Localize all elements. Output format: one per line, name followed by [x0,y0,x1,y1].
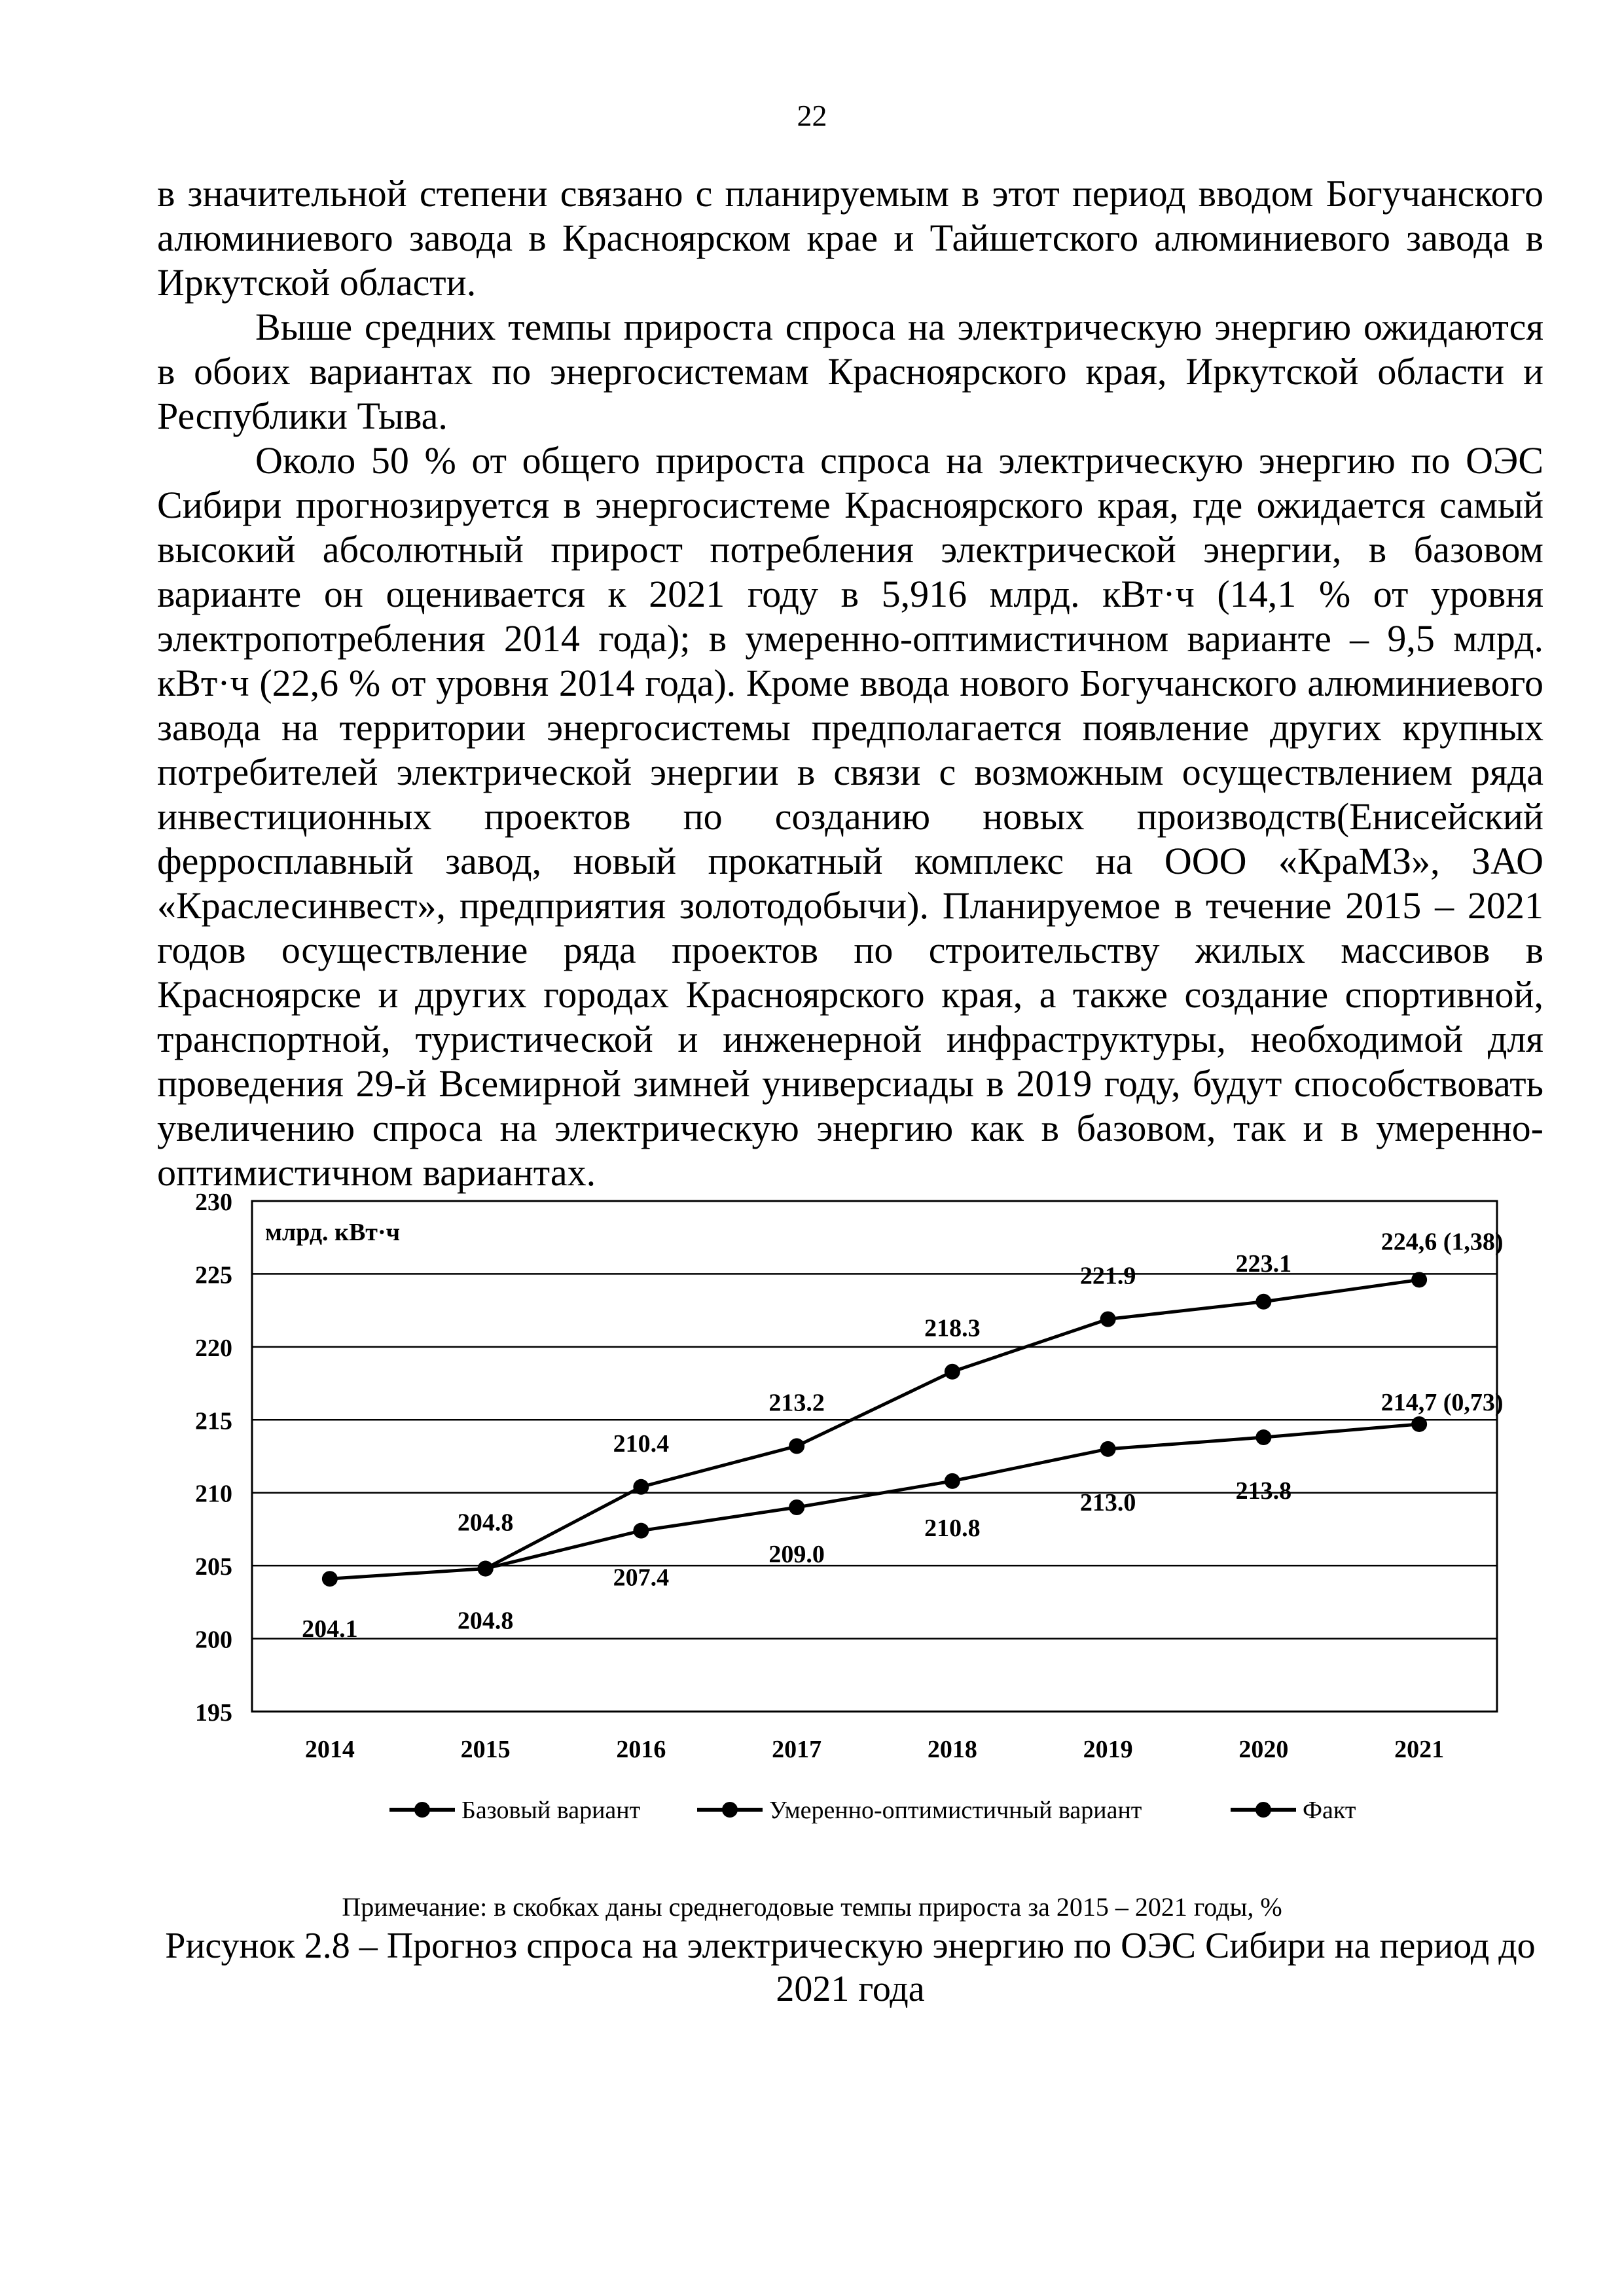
data-point [322,1571,338,1587]
data-point [1255,1294,1271,1310]
data-point [945,1473,960,1489]
data-label: 214,7 (0,73) [1380,1388,1504,1416]
data-label: 210.4 [613,1429,670,1458]
x-tick-label: 2021 [1394,1736,1445,1763]
data-label: 209.0 [768,1541,825,1568]
data-point [1100,1312,1116,1327]
plot-frame [252,1201,1497,1712]
x-tick-label: 2016 [616,1736,666,1763]
figure-caption: Рисунок 2.8 – Прогноз спроса на электрическую энергию по ОЭС Сибири на период до 2021 года [165,1926,1536,2009]
data-point [478,1561,494,1577]
data-label: 213.2 [768,1389,825,1417]
data-point [1100,1441,1116,1457]
data-label: 204.8 [457,1509,514,1537]
series-line [330,1569,486,1579]
data-label: 207.4 [613,1564,670,1592]
x-tick-label: 2019 [1083,1736,1133,1763]
paragraph-3: Около 50 % от общего прироста спроса на электрическую энергию по ОЭС Сибири прогнозируется в энергосистеме Красноярского края, где ожидается самый высокий абсолютный прирост потребления электрической энергии, в базовом варианте он оценивается к 2021 году в 5,916 млрд. кВт·ч (14,1 % от уровня электропотребления 2014 года); в умеренно-оптимистичном варианте – 9,5 млрд. кВт·ч (22,6 % от уровня 2014 года). Кроме ввода нового Богучанского алюминиевого завода на территории энергосистемы предполагается появление других крупных потребителей электрической энергии в связи с возможным осуществлением ряда инвестиционных проектов по созданию новых производств(Енисейский ферросплавный завод, новый прокатный комплекс на ООО «КраМЗ», ЗАО «Краслесинвест», предприятия золотодобычи). Планируемое в течение 2015 – 2021 годов осуществление ряда проектов по строительству жилых массивов в Красноярске и других городах Красноярского края, а также создание спортивной, транспортной, туристической и инженерной инфраструктуры, необходимой для проведения 29-й Всемирной зимней универсиады в 2019 году, будут способствовать увеличению спроса на электрическую энергию как в базовом, так и в умеренно-оптимистичном вариантах. [157,439,1543,1194]
x-tick-label: 2018 [927,1736,977,1763]
y-tick-label: 220 [195,1334,232,1362]
paragraph-2: Выше средних темпы прироста спроса на электрическую энергию ожидаются в обоих вариантах по энергосистемам Красноярского края, Иркутской области и Республики Тыва. [157,306,1543,437]
data-point [945,1364,960,1380]
legend-label: Умеренно-оптимистичный вариант [769,1797,1142,1824]
data-point [1411,1416,1427,1432]
data-label: 213.0 [1079,1488,1136,1516]
y-tick-label: 195 [195,1699,232,1727]
data-label: 204.8 [457,1607,514,1635]
data-label: 213.8 [1235,1477,1292,1505]
legend-label: Базовый вариант [461,1797,641,1824]
x-tick-label: 2015 [460,1736,511,1763]
legend-marker [1255,1802,1271,1818]
data-point [1255,1429,1271,1445]
legend-label: Факт [1303,1797,1356,1824]
data-point [789,1438,804,1454]
y-tick-label: 215 [195,1407,232,1435]
legend-marker [414,1802,430,1818]
x-tick-label: 2014 [304,1736,355,1763]
y-tick-label: 230 [195,1189,232,1216]
data-label: 223.1 [1235,1249,1292,1278]
y-tick-label: 225 [195,1261,232,1289]
data-point [633,1523,649,1539]
data-point [789,1499,804,1515]
paragraph-1: в значительной степени связано с планируемым в этот период вводом Богучанского алюминиевого завода в Красноярском крае и Тайшетского алюминиевого завода в Иркутской области. [157,172,1543,304]
x-tick-label: 2020 [1238,1736,1289,1763]
data-label: 218.3 [924,1314,981,1342]
data-label: 221.9 [1079,1262,1136,1290]
y-tick-label: 200 [195,1626,232,1654]
y-tick-label: 205 [195,1553,232,1581]
unit-label: млрд. кВт·ч [265,1219,401,1246]
data-point [633,1479,649,1495]
page-number: 22 [797,99,827,132]
chart-note: Примечание: в скобках даны среднегодовые темпы прироста за 2015 – 2021 годы, % [342,1892,1282,1922]
data-label: 224,6 (1,38) [1380,1228,1504,1256]
x-tick-label: 2017 [772,1736,822,1763]
data-point [1411,1272,1427,1287]
y-tick-label: 210 [195,1480,232,1508]
data-label: 210.8 [924,1514,981,1542]
legend-marker [722,1802,738,1818]
data-label: 204.1 [302,1615,358,1643]
